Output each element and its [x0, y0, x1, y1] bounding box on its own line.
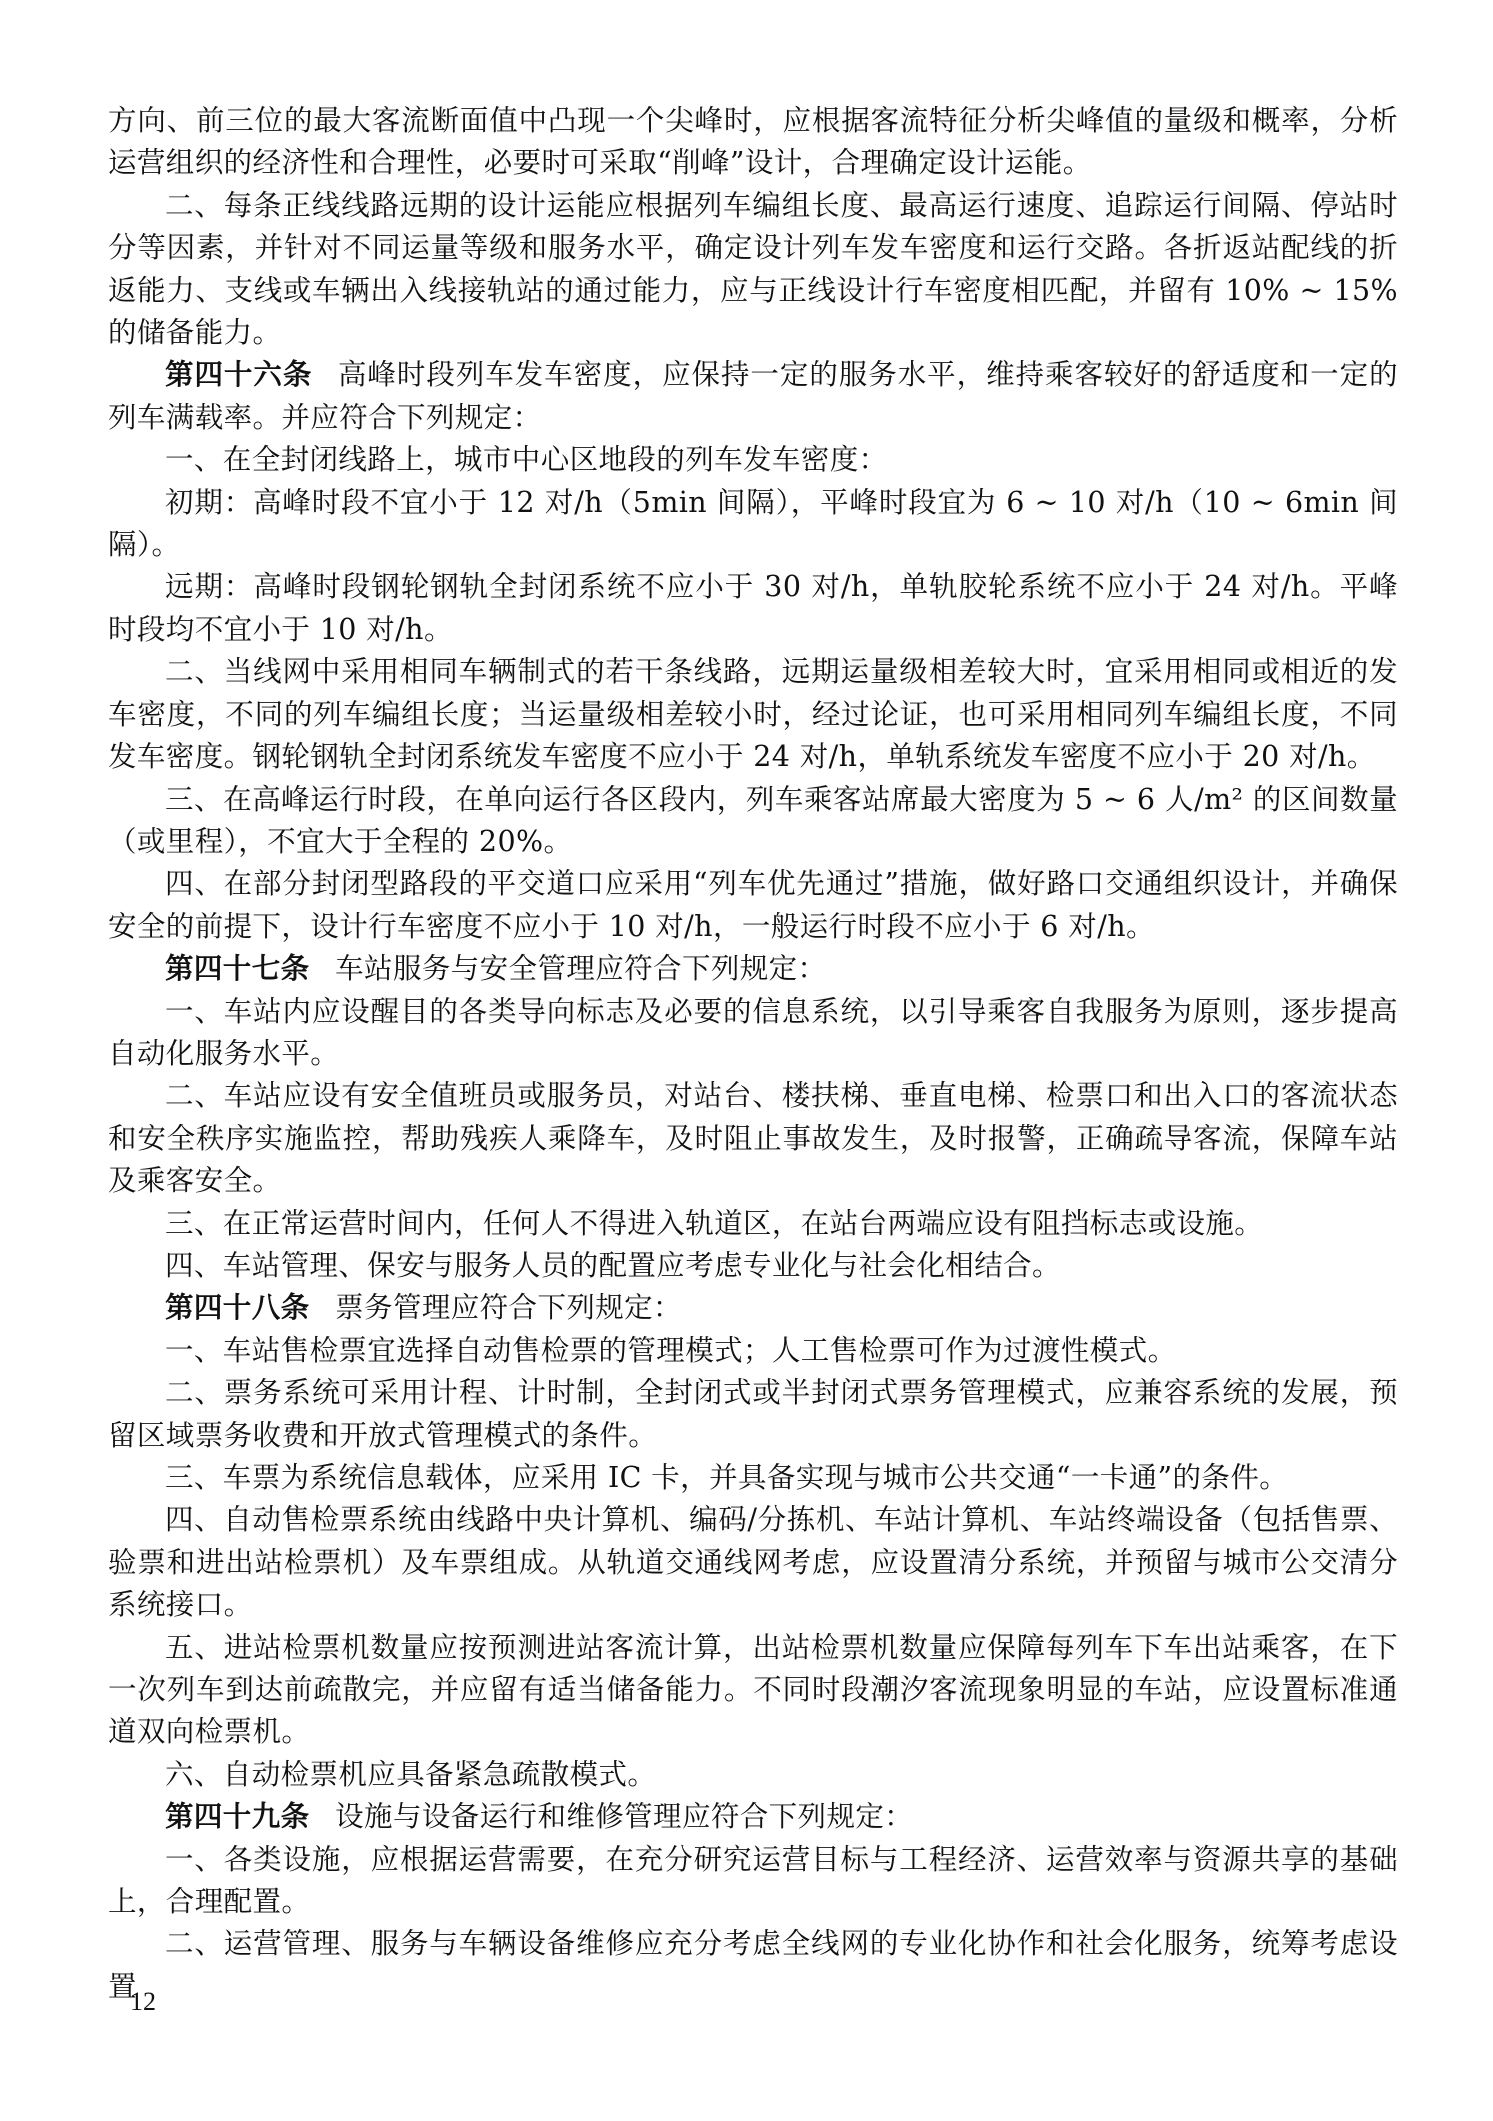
article-heading: 第四十六条	[165, 358, 313, 392]
article-paragraph	[108, 948, 1398, 990]
article-paragraph	[108, 354, 1398, 439]
paragraph: 二、运营管理、服务与车辆设备维修应充分考虑全线网的专业化协作和社会化服务，统筹考虑设置	[108, 1927, 1398, 2003]
article-paragraph	[108, 1796, 1398, 1838]
paragraph: 二、车站应设有安全值班员或服务员，对站台、楼扶梯、垂直电梯、检票口和出入口的客流状态和安全秩序实施监控，帮助残疾人乘降车，及时阻止事故发生，及时报警，正确疏导客流，保障车站及乘客安全。	[108, 1079, 1398, 1198]
paragraph: 二、票务系统可采用计程、计时制，全封闭式或半封闭式票务管理模式，应兼容系统的发展，预留区域票务收费和开放式管理模式的条件。	[108, 1376, 1398, 1452]
article-paragraph	[108, 1287, 1398, 1329]
paragraph: 一、各类设施，应根据运营需要，在充分研究运营目标与工程经济、运营效率与资源共享的基础上，合理配置。	[108, 1842, 1398, 1919]
paragraph: 远期：高峰时段钢轮钢轨全封闭系统不应小于 30 对/h，单轨胶轮系统不应小于 24 对/h。平峰时段均不宜小于 10 对/h。	[108, 570, 1398, 646]
paragraph: 三、车票为系统信息载体，应采用 IC 卡，并具备实现与城市公共交通“一卡通”的条件。	[165, 1461, 1289, 1494]
paragraph: 五、进站检票机数量应按预测进站客流计算，出站检票机数量应保障每列车下车出站乘客，在下一次列车到达前疏散完，并应留有适当储备能力。不同时段潮汐客流现象明显的车站，应设置标准通道双向检票机。	[108, 1630, 1398, 1749]
paragraph: 四、自动售检票系统由线路中央计算机、编码/分拣机、车站计算机、车站终端设备（包括售票、验票和进出站检票机）及车票组成。从轨道交通线网考虑，应设置清分系统，并预留与城市公交清分系统接口。	[108, 1503, 1398, 1622]
article-heading: 第四十七条	[165, 952, 310, 986]
article-text: 高峰时段列车发车密度，应保持一定的服务水平，维持乘客较好的舒适度和一定的列车满载率。并应符合下列规定：	[108, 358, 1398, 434]
article-text: 车站服务与安全管理应符合下列规定：	[335, 952, 827, 986]
paragraph: 一、车站售检票宜选择自动售检票的管理模式；人工售检票可作为过渡性模式。	[165, 1333, 1177, 1367]
article-text: 设施与设备运行和维修管理应符合下列规定：	[335, 1800, 914, 1834]
paragraph: 二、每条正线线路远期的设计运能应根据列车编组长度、最高运行速度、追踪运行间隔、停站时分等因素，并针对不同运量等级和服务水平，确定设计列车发车密度和运行交路。各折返站配线的折返能力、支线或车辆出入线接轨站的通过能力，应与正线设计行车密度相匹配，并留有 10% ~ 15% 的储备能力。	[108, 188, 1398, 350]
paragraph: 四、车站管理、保安与服务人员的配置应考虑专业化与社会化相结合。	[165, 1248, 1061, 1282]
paragraph: 初期：高峰时段不宜小于 12 对/h（5min 间隔），平峰时段宜为 6 ~ 10 对/h（10 ~ 6min 间隔）。	[108, 485, 1398, 562]
article-heading: 第四十八条	[165, 1291, 310, 1325]
paragraph: 六、自动检票机应具备紧急疏散模式。	[165, 1757, 657, 1791]
paragraph: 方向、前三位的最大客流断面值中凸现一个尖峰时，应根据客流特征分析尖峰值的量级和概率，分析运营组织的经济性和合理性，必要时可采取“削峰”设计，合理确定设计运能。	[108, 104, 1398, 180]
paragraph: 一、在全封闭线路上，城市中心区地段的列车发车密度：	[165, 443, 888, 477]
paragraph: 四、在部分封闭型路段的平交道口应采用“列车优先通过”措施，做好路口交通组织设计，并确保安全的前提下，设计行车密度不应小于 10 对/h，一般运行时段不应小于 6 对/h。	[108, 867, 1398, 943]
paragraph: 二、当线网中采用相同车辆制式的若干条线路，远期运量级相差较大时，宜采用相同或相近的发车密度，不同的列车编组长度；当运量级相差较小时，经过论证，也可采用相同列车编组长度，不同发车密度。钢轮钢轨全封闭系统发车密度不应小于 24 对/h，单轨系统发车密度不应小于 20 对/h。	[108, 655, 1398, 774]
paragraph: 三、在正常运营时间内，任何人不得进入轨道区，在站台两端应设有阻挡标志或设施。	[165, 1206, 1264, 1240]
article-heading: 第四十九条	[165, 1800, 310, 1834]
paragraph: 三、在高峰运行时段，在单向运行各区段内，列车乘客站席最大密度为 5 ~ 6 人/m² 的区间数量（或里程），不宜大于全程的 20%。	[108, 782, 1398, 858]
document-body	[108, 100, 1398, 2008]
article-text: 票务管理应符合下列规定：	[335, 1291, 682, 1325]
page-number: 12	[130, 1987, 156, 2016]
paragraph: 一、车站内应设醒目的各类导向标志及必要的信息系统，以引导乘客自我服务为原则，逐步提高自动化服务水平。	[108, 994, 1398, 1070]
